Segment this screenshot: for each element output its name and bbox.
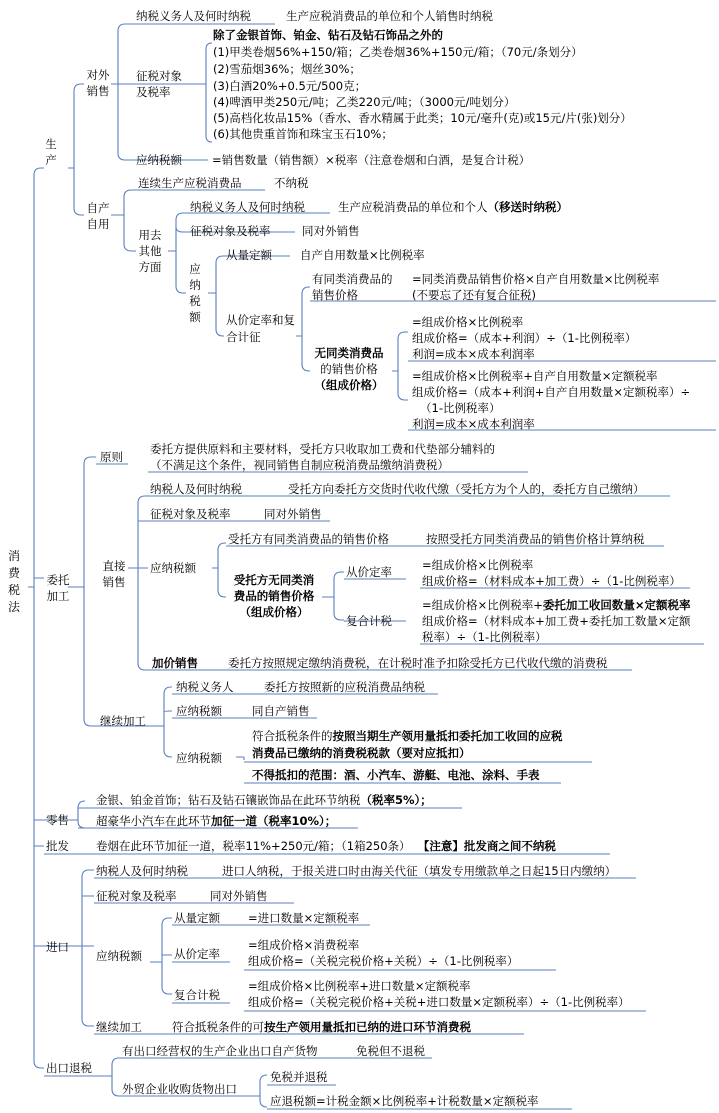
further-tax1-key: 应纳税额	[176, 704, 222, 718]
no-same-price-key-1: 无同类消费品	[314, 346, 384, 360]
principle-key: 原则	[100, 450, 123, 464]
import-further-key: 继续加工	[96, 1020, 142, 1034]
direct-value-line-2: 组成价格=（材料成本+加工费）÷（1-比例税率）	[422, 574, 681, 588]
import-further-value-text: 符合抵税条件的可	[172, 1020, 264, 1034]
import-value-line-1: =组成价格×消费税率	[248, 938, 360, 952]
other-taxpayer-key: 纳税义务人及何时纳税	[190, 200, 305, 214]
further-tax2-key: 应纳税额	[176, 751, 222, 765]
ext-taxpayer-value: 生产应税消费品的单位和个人销售时纳税	[286, 9, 493, 23]
direct-taxpayer-value: 受托方向委托方交货时代收代缴（受托方为个人的，委托方自己缴纳）	[288, 482, 645, 496]
direct-value-line-1: =组成价格×比例税率	[422, 558, 534, 572]
further-tax2-line-1-emph: 按照当期生产领用量抵扣委托加工收回的应税	[332, 729, 563, 743]
import-further-value-emph: 按生产领用量抵扣已纳的进口环节消费税	[264, 1020, 471, 1034]
retail-line-1-emph: （税率5%）；	[360, 793, 432, 807]
further-tax2-line-1	[252, 728, 563, 744]
other-value-key: 从价定率和复合计征	[226, 313, 295, 344]
node-entrusted-processing: 委托加工	[46, 573, 70, 603]
ext-rate-line-6: (6)其他贵重首饰和珠宝玉石10%；	[213, 127, 393, 141]
self-continuous-key: 连续生产应税消费品	[138, 176, 242, 190]
self-continuous-value: 不纳税	[274, 176, 309, 190]
import-value-line-2: 组成价格=（关税完税价格+关税）÷（1-比例税率）	[248, 954, 519, 968]
import-taxpayer-value: 进口人纳税，于报关进口时由海关代征（填发专用缴款单之日起15日内缴纳）	[222, 864, 617, 878]
further-tax2-line-2: 消费品已缴纳的消费税税款（要对应抵扣）	[252, 746, 471, 760]
direct-has-value: 按照受托方同类消费品的销售价格计算纳税	[426, 532, 645, 546]
diff-group1-line-1: =组成价格×比例税率	[412, 315, 524, 329]
import-object-value: 同对外销售	[210, 889, 268, 903]
principle-value-1: 委托方提供原料和主要材料，受托方只收取加工费和代垫部分辅料的	[150, 442, 495, 456]
node-import: 进口	[46, 940, 69, 954]
ext-rate-line-4: (4)啤酒甲类250元/吨；乙类220元/吨；（3000元/吨划分）	[213, 95, 516, 109]
ext-rate-line-3: (3)白酒20%+0.5元/500克；	[213, 79, 367, 93]
further-taxpayer-key: 纳税义务人	[176, 680, 234, 694]
node-other-tax: 应纳税额	[189, 262, 201, 324]
node-other-use: 用去其他方面	[138, 228, 162, 274]
direct-compound-line-3: 税率）÷（1-比例税率）	[422, 630, 547, 644]
retail-line-2-text: 超豪华小汽车在此环节	[96, 814, 211, 828]
ext-rate-line-5: (5)高档化妆品15%（香水、香水精属于此类；10元/毫升(克)或15元/片(张)划分）	[213, 111, 632, 125]
import-compound-line-1: =组成价格×比例税率+进口数量×定额税率	[248, 979, 471, 993]
direct-tax-key: 应纳税额	[150, 561, 196, 575]
direct-compound-line-1	[422, 597, 691, 613]
further-tax2-line-1-text: 符合抵税条件的	[252, 729, 333, 743]
export-b-key: 外贸企业收购货物出口	[122, 1082, 237, 1096]
direct-object-value: 同对外销售	[264, 507, 322, 521]
import-value-key: 从价定率	[174, 947, 220, 961]
further-taxpayer-value: 委托方按照新的应税消费品纳税	[264, 680, 425, 694]
node-retail: 零售	[46, 813, 69, 827]
direct-no-key-1: 受托方无同类消	[233, 573, 315, 587]
direct-object-key: 征税对象及税率	[150, 507, 231, 521]
direct-compound-key: 复合计税	[346, 614, 392, 628]
ext-tax-value: =销售数量（销售额）×税率（注意卷烟和白酒，是复合计税）	[212, 153, 531, 167]
direct-has-key: 受托方有同类消费品的销售价格	[228, 532, 389, 546]
direct-value-key: 从价定率	[346, 565, 392, 579]
other-amount-key: 从量定额	[226, 248, 272, 262]
node-further-processing: 继续加工	[100, 714, 146, 728]
import-tax-key: 应纳税额	[96, 949, 142, 963]
wholesale-spacer	[411, 839, 418, 853]
other-object-key: 征税对象及税率	[190, 224, 271, 238]
retail-line-1	[96, 792, 432, 808]
export-a-key: 有出口经营权的生产企业出口自产货物	[122, 1044, 318, 1058]
other-taxpayer-value-text: 生产应税消费品的单位和个人	[338, 200, 488, 214]
node-production: 生产	[45, 137, 57, 167]
same-price-value-2: (不要忘了还有复合征税)	[412, 288, 536, 302]
other-taxpayer-value-emph: （移送时纳税）	[487, 200, 568, 214]
same-price-value-1: =同类消费品销售价格×自产自用数量×比例税率	[412, 272, 660, 286]
export-a-value: 免税但不退税	[356, 1044, 425, 1058]
direct-no-key-2: 费品的销售价格	[233, 589, 315, 603]
node-external-sales: 对外销售	[86, 68, 110, 98]
no-same-price-key-2: 的销售价格	[320, 362, 378, 376]
diff-group1-line-2: 组成价格=（成本+利润）÷（1-比例税率）	[412, 331, 637, 345]
direct-compound-line-1-text: =组成价格×比例税率+	[422, 598, 543, 612]
other-object-value: 同对外销售	[302, 224, 360, 238]
node-wholesale: 批发	[46, 839, 69, 853]
direct-compound-line-2: 组成价格=（材料成本+加工费+委托加工数量×定额	[422, 614, 691, 628]
root-node: 消费税法	[7, 549, 20, 614]
diff-group2-line-4: 利润=成本×成本利润率	[412, 417, 535, 431]
markup-sales-key: 加价销售	[152, 656, 198, 670]
diff-group2-line-1: =组成价格×比例税率+自产自用数量×定额税率	[412, 369, 658, 383]
retail-line-2-emph: 加征一道（税率10%）；	[211, 814, 337, 828]
ext-taxpayer-key: 纳税义务人及何时纳税	[136, 9, 251, 23]
export-b-value-2: 应退税额=计税金额×比例税率+计税数量×定额税率	[270, 1094, 539, 1108]
node-direct-sales: 直接销售	[102, 559, 126, 589]
node-export-rebate: 出口退税	[46, 1061, 92, 1075]
diff-group1-line-3: 利润=成本×成本利润率	[412, 347, 535, 361]
principle-value-2: （不满足这个条件，视同销售自制应税消费品缴纳消费税）	[150, 458, 449, 472]
import-further-value	[172, 1019, 471, 1035]
node-self-use: 自产自用	[86, 201, 110, 231]
further-tax2-line-3: 不得抵扣的范围：酒、小汽车、游艇、电池、涂料、手表	[252, 768, 540, 782]
import-compound-line-2: 组成价格=（关税完税价格+关税+进口数量×定额税率）÷（1-比例税率）	[248, 995, 630, 1009]
ext-tax-key: 应纳税额	[136, 153, 182, 167]
export-b-value-1: 免税并退税	[270, 1070, 328, 1084]
import-compound-key: 复合计税	[174, 988, 220, 1002]
further-tax1-value: 同自产销售	[252, 704, 310, 718]
retail-line-1-text: 金银、铂金首饰；钻石及钻石镶嵌饰品在此环节纳税	[96, 793, 361, 807]
same-price-key: 有同类消费品的销售价格	[312, 272, 393, 302]
other-amount-value: 自产自用数量×比例税率	[300, 248, 425, 262]
direct-taxpayer-key: 纳税人及何时纳税	[150, 482, 242, 496]
direct-no-key-3: （组成价格）	[239, 605, 309, 619]
import-object-key: 征税对象及税率	[96, 889, 177, 903]
wholesale-value	[96, 838, 556, 854]
no-same-price-key-3: （组成价格）	[314, 378, 384, 392]
import-amount-key: 从量定额	[174, 911, 220, 925]
diff-group2-line-3: （1-比例税率）	[420, 401, 501, 415]
import-amount-value: =进口数量×定额税率	[248, 911, 360, 925]
direct-compound-line-1-emph: 委托加工收回数量×定额税率	[542, 598, 691, 612]
import-taxpayer-key: 纳税人及何时纳税	[96, 864, 188, 878]
wholesale-value-text: 卷烟在此环节加征一道，税率11%+250元/箱；（1箱250条）	[96, 839, 411, 853]
ext-rate-line-2: (2)雪茄烟36%；烟丝30%；	[213, 62, 361, 76]
other-taxpayer-value	[338, 199, 568, 215]
wholesale-value-emph: 【注意】批发商之间不纳税	[417, 839, 556, 853]
diff-group2-line-2: 组成价格=（成本+利润+自产自用数量×定额税率）÷	[412, 385, 691, 399]
ext-object-key: 征税对象及税率	[136, 69, 182, 99]
ext-object-title: 除了金银首饰、铂金、钻石及钻石饰品之外的	[213, 28, 443, 42]
retail-line-2	[96, 813, 336, 829]
ext-rate-line-1: (1)甲类卷烟56%+150/箱；乙类卷烟36%+150元/箱；（70元/条划分）	[213, 45, 583, 59]
markup-sales-value: 委托方按照规定缴纳消费税，在计税时准予扣除受托方已代收代缴的消费税	[228, 656, 608, 670]
